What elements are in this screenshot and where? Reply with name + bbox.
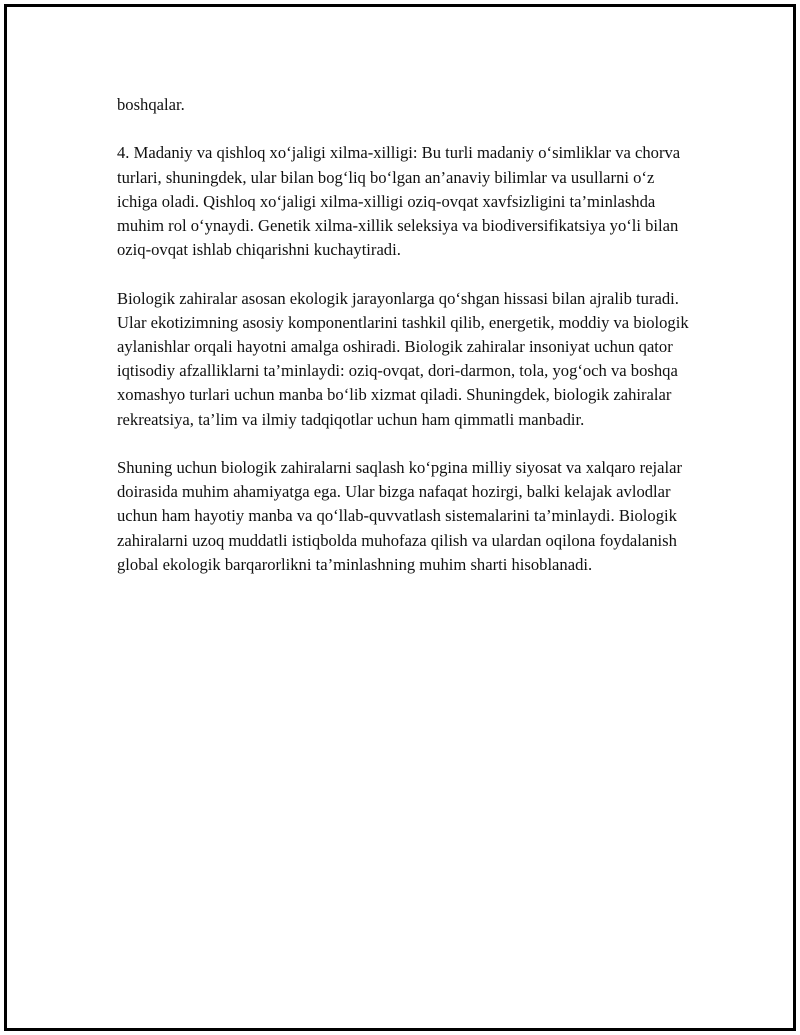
paragraph-agricultural-diversity: 4. Madaniy va qishloq xo‘jaligi xilma-xilligi: Bu turli madaniy o‘simliklar va chorva turlari, shuningdek, ular bilan bog‘liq bo‘lgan an’anaviy bilimlar va usullarni o‘z ichiga oladi. Qishloq xo‘jaligi xilma-xilligi oziq-ovqat xavfsizligini ta’minlashda muhim rol o‘ynaydi. Genetik xilma-xillik seleksiya va biodiversifikatsiya yo‘li bilan oziq-ovqat ishlab chiqarishni kuchaytiradi. (117, 143, 681, 260)
paragraph-conservation: Shuning uchun biologik zahiralarni saqlash ko‘pgina milliy siyosat va xalqaro rejalar doirasida muhim ahamiyatga ega. Ular bizga nafaqat hozirgi, balki kelajak avlodlar uchun ham hayotiy manba va qo‘llab-quvvatlash sistemalarini ta’minlaydi. Biologik zahiralarni uzoq muddatli istiqbolda muhofaza qilish va ulardan oqilona foydalanish global ekologik barqarorlikni ta’minlashning muhim sharti hisoblanadi. (117, 458, 682, 574)
paragraph-biological-reserves: Biologik zahiralar asosan ekologik jarayonlarga qo‘shgan hissasi bilan ajralib turadi. Ular ekotizimning asosiy komponentlarini tashkil qilib, energetik, moddiy va biologik aylanishlar orqali hayotni amalga oshiradi. Biologik zahiralar insoniyat uchun qator iqtisodiy afzalliklarni ta’minlaydi: oziq-ovqat, dori-darmon, tola, yog‘och va boshqa xomashyo turlari uchun manba bo‘lib xizmat qiladi. Shuningdek, biologik zahiralar rekreatsiya, ta’lim va ilmiy tadqiqotlar uchun ham qimmatli manbadir. (117, 288, 689, 429)
paragraph-continuation: boshqalar. (117, 95, 185, 114)
document-body (117, 93, 697, 601)
